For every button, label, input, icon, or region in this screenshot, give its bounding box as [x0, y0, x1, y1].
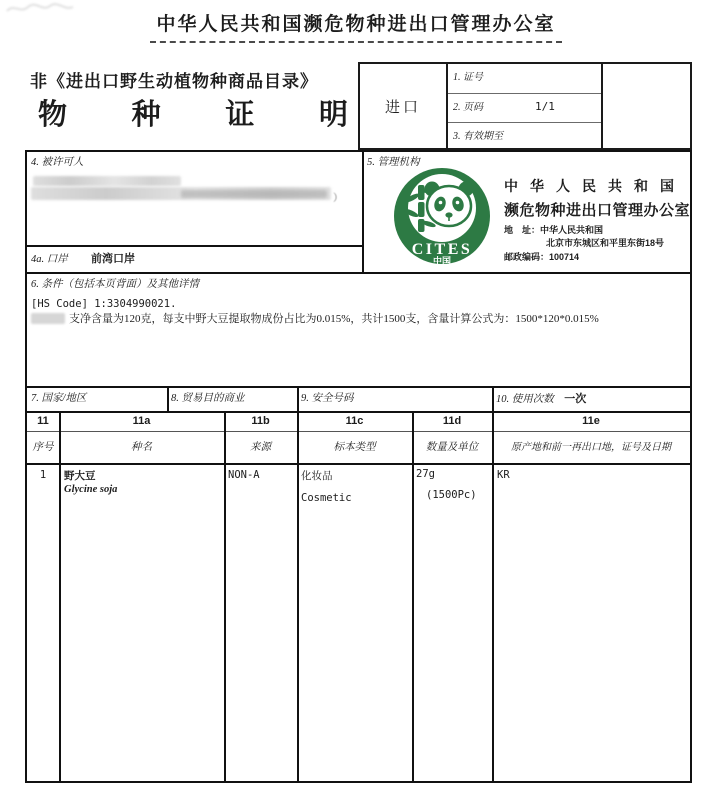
authority-country-name: 中华人民共和国	[504, 178, 686, 194]
port-label: 4a. 口岸	[31, 254, 68, 265]
document-heading-text: 中华人民共和国濒危物种进出口管理办公室	[150, 9, 561, 43]
species-name-cn: 野大豆	[64, 471, 96, 482]
column-code-11b: 11b	[251, 415, 270, 427]
valid-until-label: 3. 有效期至	[453, 131, 503, 142]
authority-address-block	[504, 176, 694, 263]
page-number-row	[448, 94, 601, 123]
item-row-species	[64, 468, 117, 495]
item-row-no: 1	[39, 469, 47, 481]
use-times-value: 一次	[564, 393, 587, 405]
authority-address-line2: 北京市东城区和平里东街18号	[546, 238, 665, 248]
table-gridline	[492, 411, 494, 781]
security-number-label: 9. 安全号码	[301, 393, 354, 404]
column-code-11: 11	[37, 415, 49, 427]
document-heading	[0, 9, 712, 43]
certificate-main-table	[25, 150, 692, 783]
licensee-redacted-tail: ）	[333, 193, 343, 204]
column-header-source: 来源	[250, 442, 271, 453]
page-number-label: 2. 页码	[453, 102, 483, 113]
port-value: 前湾口岸	[91, 253, 135, 265]
table-gridline	[27, 386, 690, 388]
conditions-detail-line	[31, 310, 599, 326]
item-row-origin: KR	[497, 469, 510, 481]
authority-office-name: 濒危物种进出口管理办公室	[504, 202, 691, 219]
cert-number-row	[448, 64, 601, 94]
address-value: 中华人民共和国	[540, 225, 604, 235]
import-type-box	[358, 62, 448, 150]
table-gridline	[27, 272, 690, 274]
column-header-no: 序号	[32, 442, 54, 453]
table-gridline	[224, 411, 226, 781]
column-code-11e: 11e	[582, 415, 600, 427]
licensee-label: 4. 被许可人	[31, 157, 84, 168]
import-type-label: 进口	[384, 99, 421, 116]
svg-text:中国: 中国	[432, 256, 452, 266]
table-gridline	[27, 245, 364, 247]
column-header-species: 种名	[131, 442, 152, 453]
item-row-quantity	[416, 468, 477, 501]
conditions-label: 6. 条件（包括本页背面）及其他详情	[31, 279, 199, 290]
table-gridline	[297, 411, 299, 781]
certificate-title	[38, 92, 348, 133]
postcode-label: 邮政编码：	[504, 252, 550, 262]
item-row-specimen-type	[301, 468, 352, 504]
hs-code-line: [HS Code] 1:3304990021.	[31, 298, 177, 310]
species-name-latin: Glycine soja	[64, 484, 118, 495]
column-header-specimen-type: 标本类型	[333, 442, 376, 453]
column-header-quantity: 数量及单位	[425, 442, 479, 453]
address-label: 地 址：	[504, 225, 541, 235]
table-gridline	[362, 152, 364, 272]
use-times-label: 10. 使用次数	[496, 394, 554, 405]
certificate-title-char: 种	[131, 99, 161, 131]
certificate-title-char: 明	[318, 99, 348, 131]
conditions-detail-text: 支净含量为120克，每支中野大豆提取物成份占比为0.015%，共计1500支，含量计算公式为：1500*120*0.015%	[69, 313, 599, 325]
specimen-type-cn: 化妆品	[301, 471, 333, 482]
valid-until-row	[448, 123, 601, 146]
svg-text:CITES: CITES	[411, 241, 473, 258]
column-code-11c: 11c	[345, 415, 364, 427]
table-gridline	[492, 386, 494, 411]
authority-address-line1	[504, 223, 694, 236]
column-header-origin: 原产地和前一再出口地，证号及日期	[511, 442, 671, 453]
certificate-title-char: 证	[225, 99, 255, 131]
cites-panda-logo-icon	[389, 166, 495, 268]
authority-label: 5. 管理机构	[367, 157, 420, 168]
table-gridline	[297, 386, 299, 411]
column-code-11a: 11a	[132, 415, 151, 427]
licensee-redacted-smudge	[181, 190, 327, 198]
trade-purpose-label: 8. 贸易目的商业	[171, 393, 245, 404]
certificate-fields-box	[446, 62, 603, 150]
item-row-source: NON-A	[228, 469, 260, 481]
quantity-detail: (1500Pc)	[426, 489, 477, 501]
authority-postcode	[504, 250, 694, 263]
conditions-redacted-chip	[31, 313, 65, 324]
page-number-value: 1/1	[535, 100, 555, 113]
quantity-value: 27g	[416, 468, 435, 480]
column-code-11d: 11d	[442, 415, 462, 427]
certificate-subtitle: 非《进出口野生动植物种商品目录》	[30, 72, 318, 91]
table-gridline	[167, 386, 169, 411]
table-gridline	[27, 463, 690, 465]
table-gridline	[59, 411, 61, 781]
licensee-redacted-line-1	[33, 176, 181, 186]
header-blank-cell	[601, 62, 692, 150]
cert-number-label: 1. 证号	[453, 72, 483, 83]
use-times-cell	[496, 390, 586, 406]
country-region-label: 7. 国家/地区	[31, 393, 87, 404]
certificate-title-char: 物	[38, 99, 68, 131]
postcode-value: 100714	[549, 252, 580, 262]
table-gridline	[412, 411, 414, 781]
specimen-type-en: Cosmetic	[301, 492, 352, 504]
